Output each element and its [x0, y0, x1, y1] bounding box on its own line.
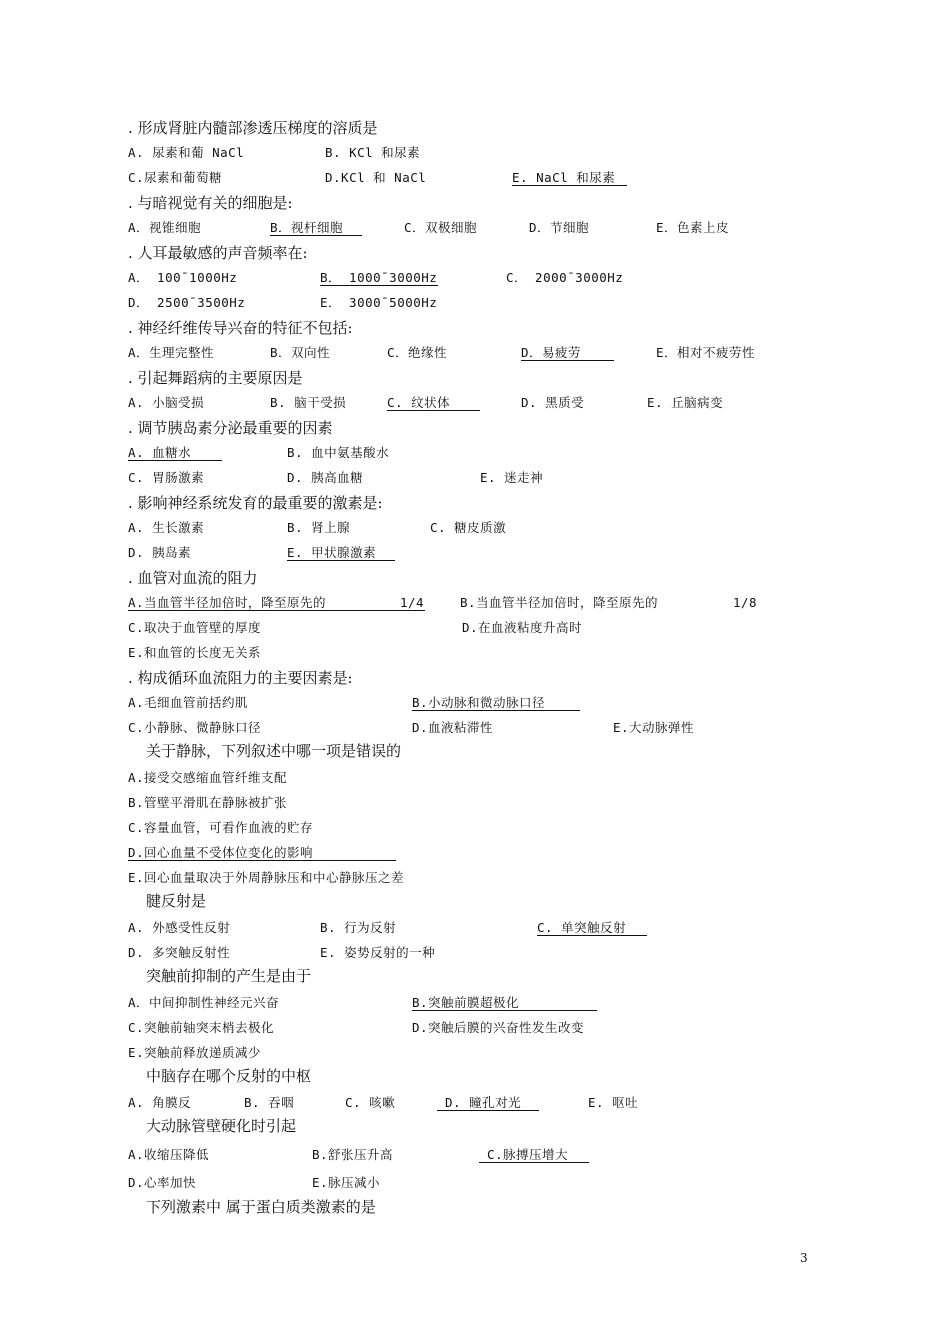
answer-option: C. 单突触反射 [537, 920, 627, 935]
option: D． 2500¯3500Hz [128, 295, 246, 310]
question-stem: 中脑存在哪个反射的中枢 [146, 1067, 312, 1085]
option: A．视锥细胞 [128, 220, 202, 235]
answer-underline [437, 1110, 539, 1111]
option: C．绝缘性 [387, 345, 448, 360]
option: C.尿素和葡萄糖 [128, 170, 223, 185]
option: E.大动脉弹性 [613, 720, 695, 735]
answer-option: B． 1000¯3000Hz [320, 270, 438, 285]
option: A. 尿素和葡 NaCl [128, 145, 245, 160]
option: E.回心血量取决于外周静脉压和中心静脉压之差 [128, 870, 405, 885]
option: B. KCl 和尿素 [325, 145, 421, 160]
answer-option: B.小动脉和微动脉口径 [412, 695, 546, 710]
option: A．生理完整性 [128, 345, 215, 360]
question-stem: . 影响神经系统发育的最重要的激素是: [128, 494, 383, 512]
question-stem: . 血管对血流的阻力 [128, 569, 258, 587]
question-stem: . 人耳最敏感的声音频率在: [128, 244, 308, 262]
option: C． 2000¯3000Hz [506, 270, 624, 285]
option: C．双极细胞 [404, 220, 478, 235]
option: B.当血管半径加倍时，降至原先的 [460, 595, 659, 610]
answer-option: 1/4 [400, 595, 425, 610]
answer-underline [512, 185, 627, 186]
option: E. 迷走神 [480, 470, 544, 485]
question-stem: . 调节胰岛素分泌最重要的因素 [128, 419, 333, 437]
answer-option: D. 瞳孔对光 [445, 1095, 522, 1110]
question-stem: 下列激素中 属于蛋白质类激素的是 [146, 1198, 376, 1216]
option: A.收缩压降低 [128, 1147, 210, 1162]
option: E． 3000¯5000Hz [320, 295, 438, 310]
answer-underline [412, 710, 580, 711]
option: D. 胰岛素 [128, 545, 192, 560]
answer-option: B.突触前膜超极化 [412, 995, 520, 1010]
answer-underline [479, 1162, 589, 1163]
option: A. 外感受性反射 [128, 920, 231, 935]
option: C.取决于血管壁的厚度 [128, 620, 262, 635]
option: B. 脑干受损 [270, 395, 347, 410]
option: E．相对不疲劳性 [656, 345, 756, 360]
question-stem: . 构成循环血流阻力的主要因素是: [128, 669, 353, 687]
question-stem: . 形成肾脏内髓部渗透压梯度的溶质是 [128, 119, 378, 137]
option: D. 黑质受 [521, 395, 585, 410]
option: E．色素上皮 [656, 220, 730, 235]
answer-option: E. NaCl 和尿素 [512, 170, 616, 185]
answer-underline [128, 610, 425, 611]
option: D．节细胞 [529, 220, 590, 235]
option: A.接受交感缩血管纤维支配 [128, 770, 288, 785]
option: E. 姿势反射的一种 [320, 945, 436, 960]
option: A． 100¯1000Hz [128, 270, 238, 285]
option: E.突触前释放递质减少 [128, 1045, 262, 1060]
answer-option: E. 甲状腺激素 [287, 545, 377, 560]
question-stem: . 与暗视觉有关的细胞是: [128, 194, 293, 212]
option: C. 糖皮质激 [430, 520, 507, 535]
question-stem: 大动脉管壁硬化时引起 [146, 1117, 297, 1135]
option: E. 丘脑病变 [647, 395, 724, 410]
answer-underline [320, 285, 438, 286]
option: C. 咳嗽 [345, 1095, 396, 1110]
option: B. 行为反射 [320, 920, 397, 935]
option: A. 生长激素 [128, 520, 205, 535]
option: D.心率加快 [128, 1175, 197, 1190]
option: B. 吞咽 [244, 1095, 295, 1110]
option: E.脉压减小 [312, 1175, 381, 1190]
answer-underline [128, 860, 396, 861]
answer-underline [537, 935, 647, 936]
option: C.突触前轴突末梢去极化 [128, 1020, 275, 1035]
option: D.突触后膜的兴奋性发生改变 [412, 1020, 585, 1035]
option: A．中间抑制性神经元兴奋 [128, 995, 280, 1010]
answer-underline [287, 560, 395, 561]
option: B．双向性 [270, 345, 331, 360]
question-stem: . 引起舞蹈病的主要原因是 [128, 369, 303, 387]
answer-underline [128, 460, 222, 461]
option: D.KCl 和 NaCl [325, 170, 427, 185]
option: B.管壁平滑肌在静脉被扩张 [128, 795, 288, 810]
option: D.血液粘滞性 [412, 720, 494, 735]
option: B.舒张压升高 [312, 1147, 394, 1162]
answer-option: A.当血管半径加倍时，降至原先的 [128, 595, 327, 610]
question-stem: . 神经纤维传导兴奋的特征不包括: [128, 319, 353, 337]
option: A. 小脑受损 [128, 395, 205, 410]
answer-underline [521, 360, 614, 361]
option: C.小静脉、微静脉口径 [128, 720, 262, 735]
option: B. 肾上腺 [287, 520, 351, 535]
answer-option: C.脉搏压增大 [487, 1147, 569, 1162]
option: D. 胰高血糖 [287, 470, 364, 485]
answer-underline [412, 1010, 597, 1011]
option: C. 胃肠激素 [128, 470, 205, 485]
answer-underline [387, 410, 480, 411]
option: E.和血管的长度无关系 [128, 645, 262, 660]
answer-option: A. 血糖水 [128, 445, 192, 460]
question-stem: 腱反射是 [146, 892, 207, 910]
option: A. 角膜反 [128, 1095, 192, 1110]
question-stem: 突触前抑制的产生是由于 [146, 967, 312, 985]
option: E. 呕吐 [588, 1095, 639, 1110]
answer-underline [270, 235, 362, 236]
answer-option: B．视杆细胞 [270, 220, 344, 235]
option: B. 血中氨基酸水 [287, 445, 390, 460]
answer-option: D．易疲劳 [521, 345, 582, 360]
option: A.毛细血管前括约肌 [128, 695, 249, 710]
option: D. 多突触反射性 [128, 945, 231, 960]
answer-option: C. 纹状体 [387, 395, 451, 410]
answer-option: D.回心血量不受体位变化的影响 [128, 845, 314, 860]
option: 1/8 [733, 595, 758, 610]
option: D.在血液粘度升高时 [462, 620, 583, 635]
question-stem: 关于静脉，下列叙述中哪一项是错误的 [146, 742, 402, 760]
option: C.容量血管，可看作血液的贮存 [128, 820, 314, 835]
page-number: 3 [800, 1251, 808, 1265]
